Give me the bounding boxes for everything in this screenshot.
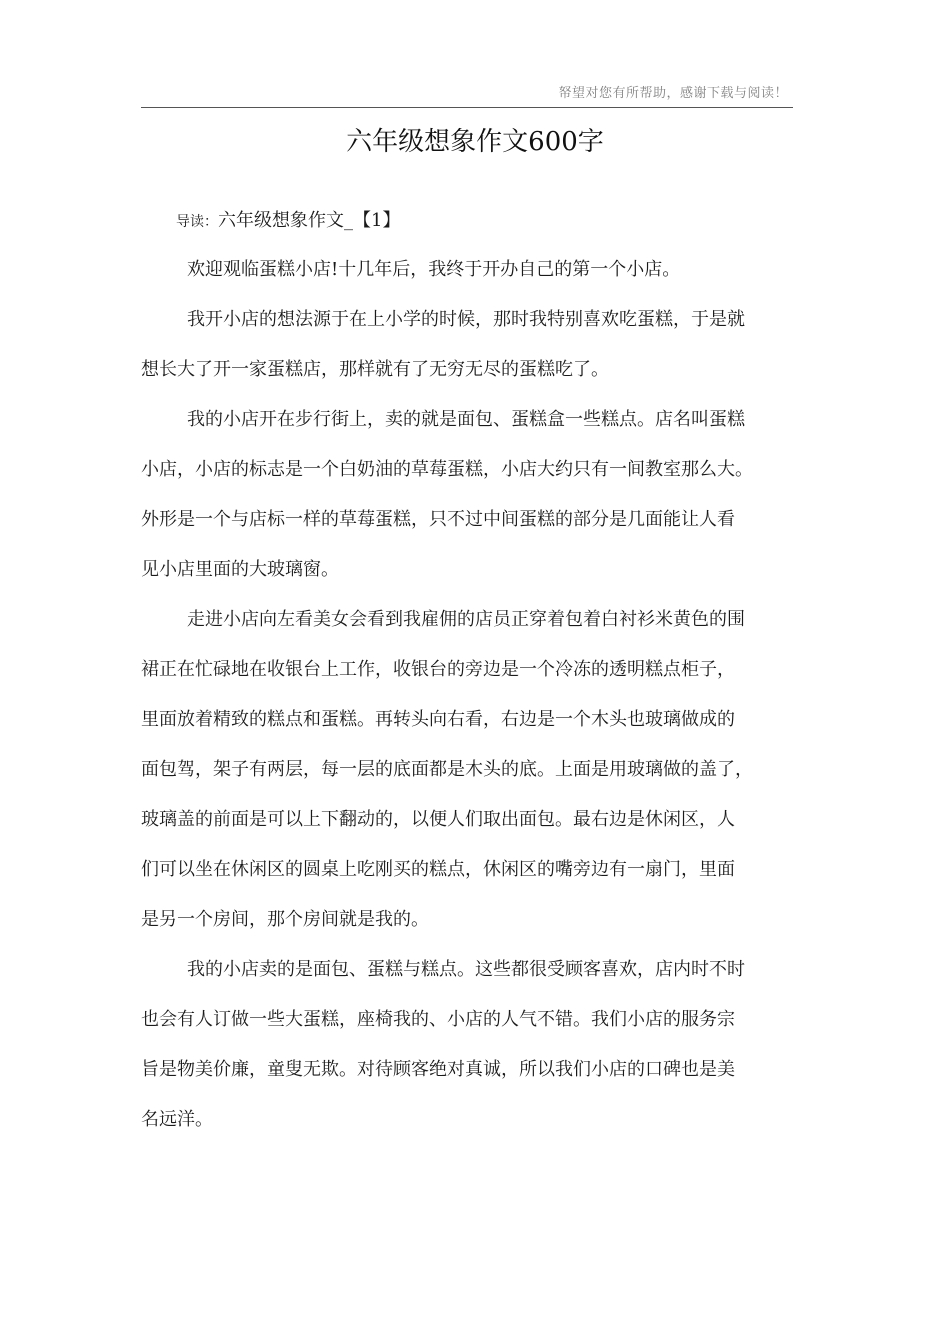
paragraph-line: 想长大了开一家蛋糕店，那样就有了无穷无尽的蛋糕吃了。 <box>141 359 609 380</box>
document-title: 六年级想象作文600字 <box>346 127 604 157</box>
paragraph-line: 玻璃盖的前面是可以上下翻动的，以便人们取出面包。最右边是休闲区，人 <box>141 809 735 830</box>
lead-line <box>176 207 400 236</box>
paragraph-line: 我的小店开在步行街上，卖的就是面包、蛋糕盒一些糕点。店名叫蛋糕 <box>187 409 745 430</box>
paragraph-line: 见小店里面的大玻璃窗。 <box>141 559 339 580</box>
lead-label: 导读： <box>176 214 218 230</box>
paragraph-line: 外形是一个与店标一样的草莓蛋糕，只不过中间蛋糕的部分是几面能让人看 <box>141 509 735 530</box>
paragraph-line: 名远洋。 <box>141 1109 213 1130</box>
paragraph-5 <box>141 950 831 1150</box>
paragraph-line: 裙正在忙碌地在收银台上工作，收银台的旁边是一个冷冻的透明糕点柜子， <box>141 659 735 680</box>
paragraph-line: 面包驾，架子有两层，每一层的底面都是木头的底。上面是用玻璃做的盖了， <box>141 759 753 780</box>
header-divider <box>141 107 793 108</box>
paragraph-line: 我开小店的想法源于在上小学的时候，那时我特别喜欢吃蛋糕，于是就 <box>187 309 745 330</box>
header-note: 帑望对您有所帮助，感谢下载与阅读！ <box>558 86 788 101</box>
paragraph-4 <box>141 600 831 950</box>
paragraph-line: 是另一个房间，那个房间就是我的。 <box>141 909 429 930</box>
paragraph-line: 走进小店向左看美女会看到我雇佣的店员正穿着包着白衬衫米黄色的围 <box>187 609 745 630</box>
paragraph-2 <box>141 300 831 400</box>
paragraph-1 <box>141 250 831 300</box>
paragraph-line: 旨是物美价廉，童叟无欺。对待顾客绝对真诚，所以我们小店的口碑也是美 <box>141 1059 735 1080</box>
document-body <box>141 250 831 1150</box>
lead-text: 六年级想象作文_【1】 <box>218 210 401 231</box>
paragraph-line: 我的小店卖的是面包、蛋糕与糕点。这些都很受顾客喜欢，店内时不时 <box>187 959 745 980</box>
paragraph-3 <box>141 400 831 600</box>
paragraph-line: 们可以坐在休闲区的圆桌上吃刚买的糕点，休闲区的嘴旁边有一扇门，里面 <box>141 859 735 880</box>
paragraph-line: 里面放着精致的糕点和蛋糕。再转头向右看，右边是一个木头也玻璃做成的 <box>141 709 735 730</box>
paragraph-line: 小店，小店的标志是一个白奶油的草莓蛋糕，小店大约只有一间教室那么大。 <box>141 459 753 480</box>
paragraph-line: 也会有人订做一些大蛋糕，座椅我的、小店的人气不错。我们小店的服务宗 <box>141 1009 735 1030</box>
paragraph-line: 欢迎观临蛋糕小店!十几年后，我终于开办自己的第一个小店。 <box>187 259 681 280</box>
